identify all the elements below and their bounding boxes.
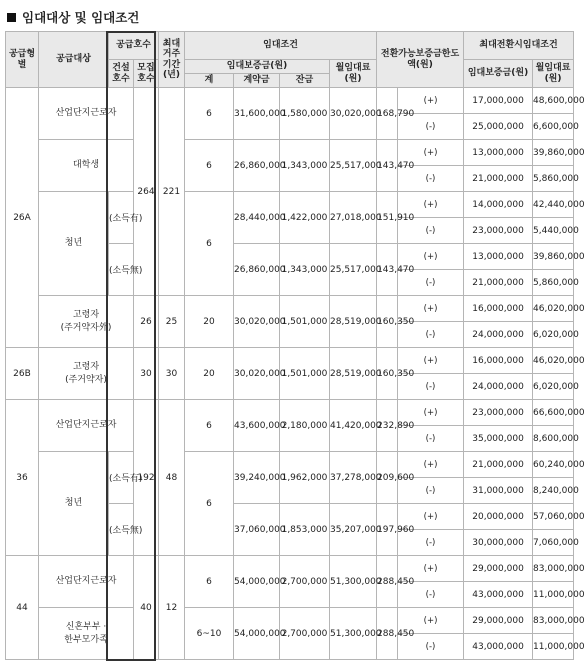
max-deposit-cell: 5,860,000	[533, 166, 574, 192]
sign-cell: (+)	[398, 140, 464, 166]
sign-cell: (+)	[398, 296, 464, 322]
sign-cell: (+)	[398, 192, 464, 218]
max-deposit-cell: 57,060,000	[533, 504, 574, 530]
deposit-total-cell: 26,860,000	[234, 140, 280, 192]
sign-cell: (-)	[398, 478, 464, 504]
deposit-total-cell: 31,600,000	[234, 88, 280, 140]
period-cell: 20	[185, 296, 234, 348]
limit-cell: 35,000,000	[464, 426, 533, 452]
header-deposit: 임대보증금(원)	[185, 60, 330, 74]
income-sub-cell: (소득有)	[109, 452, 134, 504]
max-deposit-cell: 66,600,000	[533, 400, 574, 426]
section-title	[7, 6, 139, 28]
rent-cell: 209,600	[377, 452, 398, 504]
header-built: 건설호수	[109, 60, 134, 88]
target-cell: 고령자 (주거약자)	[39, 348, 134, 400]
type-cell: 26B	[6, 348, 39, 400]
rent-cell: 143,470	[377, 140, 398, 192]
balance-cell: 51,300,000	[330, 556, 377, 608]
deposit-total-cell: 54,000,000	[234, 608, 280, 660]
balance-cell: 51,300,000	[330, 608, 377, 660]
limit-cell: 13,000,000	[464, 244, 533, 270]
square-bullet-icon	[7, 13, 16, 22]
contract-cell: 2,700,000	[280, 556, 330, 608]
limit-cell: 21,000,000	[464, 270, 533, 296]
header-total: 계	[185, 74, 234, 88]
table-row	[6, 452, 574, 478]
limit-cell: 25,000,000	[464, 114, 533, 140]
limit-cell: 43,000,000	[464, 634, 533, 660]
period-cell: 6~10	[185, 608, 234, 660]
limit-cell: 21,000,000	[464, 452, 533, 478]
rent-cell: 197,960	[377, 504, 398, 556]
limit-cell: 14,000,000	[464, 192, 533, 218]
target-cell: 산업단지근로자	[39, 400, 134, 452]
rent-cell: 160,350	[377, 296, 398, 348]
balance-cell: 35,207,000	[330, 504, 377, 556]
target-cell: 산업단지근로자	[39, 88, 134, 140]
limit-cell: 43,000,000	[464, 582, 533, 608]
target-cell: 청년	[39, 452, 109, 556]
table-row	[6, 556, 574, 582]
contract-cell: 1,962,000	[280, 452, 330, 504]
income-sub-cell: (소득無)	[109, 504, 134, 556]
contract-cell: 1,422,000	[280, 192, 330, 244]
contract-cell: 1,853,000	[280, 504, 330, 556]
max-deposit-cell: 83,000,000	[533, 608, 574, 634]
max-deposit-cell: 46,020,000	[533, 296, 574, 322]
table-row	[6, 608, 574, 634]
type-cell: 26A	[6, 88, 39, 348]
deposit-total-cell: 30,020,000	[234, 296, 280, 348]
max-deposit-cell: 39,860,000	[533, 140, 574, 166]
target-cell: 신혼부부 · 한부모가족	[39, 608, 134, 660]
header-max-conv: 최대전환시임대조건	[464, 32, 574, 60]
balance-cell: 25,517,000	[330, 244, 377, 296]
sign-cell: (-)	[398, 322, 464, 348]
header-target: 공급대상	[39, 32, 109, 88]
built-cell: 192	[134, 400, 159, 556]
max-deposit-cell: 39,860,000	[533, 244, 574, 270]
target-cell: 산업단지근로자	[39, 556, 134, 608]
balance-cell: 25,517,000	[330, 140, 377, 192]
built-cell: 264	[134, 88, 159, 296]
sign-cell: (-)	[398, 374, 464, 400]
max-deposit-cell: 83,000,000	[533, 556, 574, 582]
built-cell: 30	[134, 348, 159, 400]
sign-cell: (+)	[398, 244, 464, 270]
deposit-total-cell: 30,020,000	[234, 348, 280, 400]
limit-cell: 30,000,000	[464, 530, 533, 556]
limit-cell: 13,000,000	[464, 140, 533, 166]
sign-cell: (-)	[398, 114, 464, 140]
sign-cell: (-)	[398, 166, 464, 192]
balance-cell: 28,519,000	[330, 296, 377, 348]
table-row	[6, 296, 574, 322]
header-conv-limit: 전환가능보증금한도액(원)	[377, 32, 464, 88]
contract-cell: 2,700,000	[280, 608, 330, 660]
balance-cell: 30,020,000	[330, 88, 377, 140]
max-deposit-cell: 42,440,000	[533, 192, 574, 218]
table-row	[6, 348, 574, 374]
max-deposit-cell: 7,060,000	[533, 530, 574, 556]
rent-cell: 168,790	[377, 88, 398, 140]
table-row	[6, 192, 574, 218]
deposit-total-cell: 28,440,000	[234, 192, 280, 244]
header-max-rent: 월임대료(원)	[533, 60, 574, 88]
max-deposit-cell: 6,600,000	[533, 114, 574, 140]
max-deposit-cell: 5,860,000	[533, 270, 574, 296]
period-cell: 6	[185, 88, 234, 140]
type-cell: 36	[6, 400, 39, 556]
sign-cell: (+)	[398, 452, 464, 478]
header-contract: 계약금	[234, 74, 280, 88]
deposit-total-cell: 54,000,000	[234, 556, 280, 608]
contract-cell: 1,580,000	[280, 88, 330, 140]
sign-cell: (+)	[398, 348, 464, 374]
recruit-cell: 30	[159, 348, 185, 400]
built-cell: 40	[134, 556, 159, 660]
period-cell: 6	[185, 140, 234, 192]
sign-cell: (-)	[398, 582, 464, 608]
limit-cell: 20,000,000	[464, 504, 533, 530]
recruit-cell: 221	[159, 88, 185, 296]
max-deposit-cell: 46,020,000	[533, 348, 574, 374]
deposit-total-cell: 26,860,000	[234, 244, 280, 296]
sign-cell: (+)	[398, 556, 464, 582]
limit-cell: 24,000,000	[464, 322, 533, 348]
recruit-cell: 12	[159, 556, 185, 660]
recruit-cell: 48	[159, 400, 185, 556]
header-type: 공급형별	[6, 32, 39, 88]
limit-cell: 17,000,000	[464, 88, 533, 114]
sign-cell: (-)	[398, 270, 464, 296]
sign-cell: (+)	[398, 400, 464, 426]
header-max-period: 최대거주기간(년)	[159, 32, 185, 88]
limit-cell: 24,000,000	[464, 374, 533, 400]
income-sub-cell: (소득無)	[109, 244, 134, 296]
sign-cell: (-)	[398, 426, 464, 452]
balance-cell: 28,519,000	[330, 348, 377, 400]
limit-cell: 29,000,000	[464, 556, 533, 582]
type-cell: 44	[6, 556, 39, 660]
limit-cell: 16,000,000	[464, 348, 533, 374]
sign-cell: (+)	[398, 88, 464, 114]
header-rent: 월임대료(원)	[330, 60, 377, 88]
deposit-total-cell: 39,240,000	[234, 452, 280, 504]
contract-cell: 1,501,000	[280, 296, 330, 348]
contract-cell: 1,501,000	[280, 348, 330, 400]
max-deposit-cell: 11,000,000	[533, 582, 574, 608]
max-deposit-cell: 6,020,000	[533, 374, 574, 400]
sign-cell: (+)	[398, 608, 464, 634]
rent-cell: 288,450	[377, 556, 398, 608]
header-conditions: 임대조건	[185, 32, 377, 60]
sign-cell: (-)	[398, 530, 464, 556]
sign-cell: (-)	[398, 634, 464, 660]
contract-cell: 2,180,000	[280, 400, 330, 452]
rent-cell: 288,450	[377, 608, 398, 660]
limit-cell: 16,000,000	[464, 296, 533, 322]
limit-cell: 21,000,000	[464, 166, 533, 192]
period-cell: 20	[185, 348, 234, 400]
max-deposit-cell: 48,600,000	[533, 88, 574, 114]
table-row	[6, 88, 574, 114]
balance-cell: 41,420,000	[330, 400, 377, 452]
max-deposit-cell: 11,000,000	[533, 634, 574, 660]
table-row	[6, 140, 574, 166]
sign-cell: (-)	[398, 218, 464, 244]
recruit-cell: 25	[159, 296, 185, 348]
contract-cell: 1,343,000	[280, 244, 330, 296]
target-cell: 청년	[39, 192, 109, 296]
period-cell: 6	[185, 400, 234, 452]
section-title-text: 임대대상 및 임대조건	[22, 10, 140, 25]
sign-cell: (+)	[398, 504, 464, 530]
header-supply-units: 공급호수	[109, 32, 159, 60]
rent-cell: 160,350	[377, 348, 398, 400]
limit-cell: 23,000,000	[464, 400, 533, 426]
limit-cell: 23,000,000	[464, 218, 533, 244]
header-recruit: 모집호수	[134, 60, 159, 88]
rental-conditions-table	[5, 31, 585, 660]
limit-cell: 31,000,000	[464, 478, 533, 504]
max-deposit-cell: 60,240,000	[533, 452, 574, 478]
deposit-total-cell: 43,600,000	[234, 400, 280, 452]
rent-cell: 232,890	[377, 400, 398, 452]
header-balance: 잔금	[280, 74, 330, 88]
max-deposit-cell: 6,020,000	[533, 322, 574, 348]
max-deposit-cell: 5,440,000	[533, 218, 574, 244]
max-deposit-cell: 8,240,000	[533, 478, 574, 504]
balance-cell: 37,278,000	[330, 452, 377, 504]
period-cell: 6	[185, 192, 234, 296]
deposit-total-cell: 37,060,000	[234, 504, 280, 556]
rent-cell: 151,910	[377, 192, 398, 244]
table-row	[6, 400, 574, 426]
header-max-deposit: 임대보증금(원)	[464, 60, 533, 88]
built-cell: 26	[134, 296, 159, 348]
period-cell: 6	[185, 452, 234, 556]
target-cell: 고령자 (주거약자外)	[39, 296, 134, 348]
rent-cell: 143,470	[377, 244, 398, 296]
limit-cell: 29,000,000	[464, 608, 533, 634]
income-sub-cell: (소득有)	[109, 192, 134, 244]
max-deposit-cell: 8,600,000	[533, 426, 574, 452]
balance-cell: 27,018,000	[330, 192, 377, 244]
contract-cell: 1,343,000	[280, 140, 330, 192]
period-cell: 6	[185, 556, 234, 608]
target-cell: 대학생	[39, 140, 134, 192]
